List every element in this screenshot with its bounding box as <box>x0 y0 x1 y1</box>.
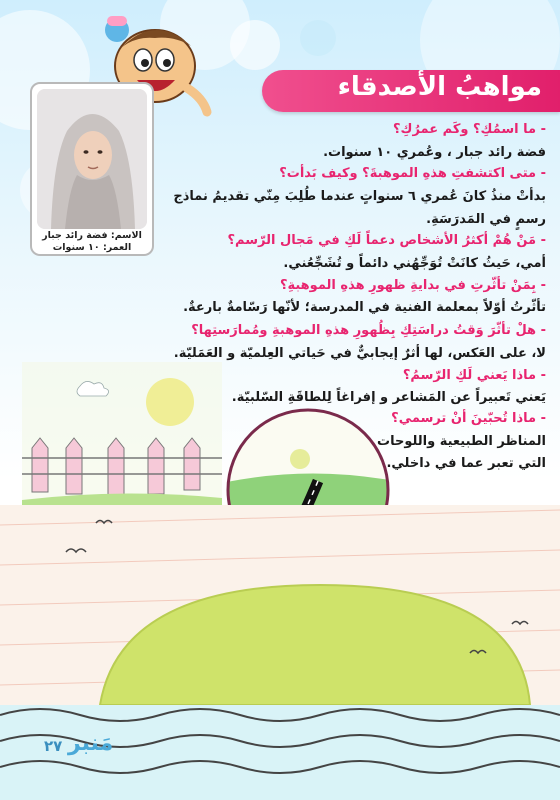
question-line: - ماذا تُحبّينَ أنْ ترسمي؟ <box>391 411 546 426</box>
logo-text: مَنبر <box>68 731 114 756</box>
answer-line: التي تعبر عما في داخلي. <box>386 456 546 471</box>
question-line: - هلْ تأثّرَ وَقتُ دراسَتِكِ بِظُهورِ هذهِ الموهبةِ ومُمارَستِها؟ <box>191 323 546 338</box>
answer-line: المناظر الطبيعية واللوحات <box>377 434 546 449</box>
question-line: - مَنْ هُمْ أكثرُ الأشخاص دعماً لَكِ في مَجال الرّسم؟ <box>227 233 546 248</box>
question-line: - ما اسمُكِ؟ وكَم عمرُكِ؟ <box>392 122 546 137</box>
answer-line: لا، على العَكس، لها أثرٌ إيجابيٌّ في حَياتي العِلميّة و العَمَليّة. <box>173 346 546 361</box>
magazine-logo <box>38 727 118 767</box>
answer-line: فضة رائد جبار ، وعُمري ١٠ سنوات. <box>323 145 546 160</box>
title-banner <box>262 70 560 112</box>
profile-card <box>30 82 154 256</box>
page-title: مواهبُ الأصدقاء <box>337 72 542 102</box>
question-line: - ماذا يَعني لَكِ الرّسمُ؟ <box>402 368 546 383</box>
answer-line: أمي، حَيثُ كانَتْ تُوَجِّهُني دائماً و تُشَجِّعُني. <box>283 256 546 271</box>
profile-name: الاسم: فضة رائد جبار <box>42 230 142 241</box>
drawing-fence <box>22 362 222 517</box>
question-line: - بِمَنْ تأثّرتِ في بدايةِ ظهورِ هذهِ الموهبةِ؟ <box>279 278 546 293</box>
answer-line: رسمٍ في المَدرَسَةِ. <box>426 212 546 227</box>
bokeh-circle <box>230 20 280 70</box>
question-line: - متى اكتشفتِ هذهِ الموهبةَ؟ وكيف بَدأت؟ <box>279 166 546 181</box>
profile-age: العمر: ١٠ سنوات <box>52 242 132 253</box>
answer-line: تأثّرتُ أوّلاً بمعلمة الفنية في المدرسة؛ لأنّها رَسّامةٌ بارعةٌ. <box>183 300 546 315</box>
bokeh-circle <box>300 20 336 56</box>
answer-line: بدأتْ منذُ كانَ عُمري ٦ سنواتٍ عندما طُلِبَ مِنّي تقديمُ نماذج <box>173 189 546 204</box>
answer-line: يَعني تَعبيراً عن المَشاعر و إفراغاً لِلطاقَةِ السّلبيّة. <box>231 390 546 405</box>
profile-photo <box>37 89 147 229</box>
page-number: ٢٧ <box>44 737 63 755</box>
